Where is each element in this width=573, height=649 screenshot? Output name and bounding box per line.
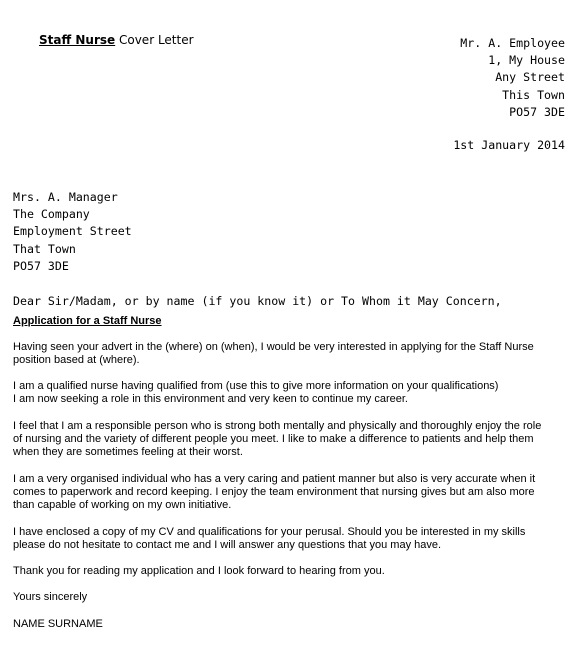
recipient-postcode: PO57 3DE	[13, 258, 69, 273]
recipient-town: That Town	[13, 241, 76, 256]
letter-date: 1st January 2014	[453, 138, 565, 152]
paragraph-line: I have enclosed a copy of my CV and qualifications for your perusal. Should you be interested in my skills	[13, 526, 526, 538]
paragraph-qualifications	[13, 380, 569, 406]
paragraph-line: I am now seeking a role in this environment and very keen to continue my career.	[13, 393, 408, 405]
signature-name: NAME SURNAME	[13, 618, 103, 630]
paragraph-thanks	[13, 565, 569, 578]
recipient-address	[13, 189, 132, 275]
document-title	[39, 33, 194, 48]
paragraph-line: when they are sometimes feeling at their worst.	[13, 446, 243, 458]
paragraph-line: Thank you for reading my application and I look forward to hearing from you.	[13, 565, 385, 577]
sender-address	[460, 35, 565, 121]
sender-town: This Town	[502, 87, 565, 102]
paragraph-line: position based at (where).	[13, 354, 140, 366]
sender-street: Any Street	[495, 70, 565, 85]
paragraph-line: I am a very organised individual who has a very caring and patient manner but also is very accurate when it	[13, 473, 536, 485]
document-title-rest: Cover Letter	[115, 33, 194, 47]
closing: Yours sincerely	[13, 591, 88, 603]
recipient-street: Employment Street	[13, 224, 132, 239]
sender-postcode: PO57 3DE	[509, 104, 565, 119]
sender-name: Mr. A. Employee	[460, 36, 565, 50]
paragraph-personality	[13, 420, 569, 459]
paragraph-enclosure	[13, 526, 569, 552]
document-title-role: Staff Nurse	[39, 33, 116, 47]
subject-line: Application for a Staff Nurse	[13, 315, 162, 327]
paragraph-line: I feel that I am a responsible person who is strong both mentally and physically and thoroughly enjoy the role	[13, 420, 542, 432]
paragraph-advert	[13, 341, 569, 367]
paragraph-line: comes to paperwork and record keeping. I enjoy the team environment that nursing gives but am also more	[13, 486, 535, 498]
paragraph-organisation	[13, 473, 569, 512]
paragraph-line: Having seen your advert in the (where) on (when), I would be very interested in applying for the Staff Nurse	[13, 341, 534, 353]
recipient-company: The Company	[13, 207, 90, 222]
paragraph-line: of nursing and the variety of different people you meet. I like to make a difference to patients and help them	[13, 433, 534, 445]
sender-house: 1, My House	[488, 53, 565, 68]
paragraph-line: I am a qualified nurse having qualified from (use this to give more information on your qualifications)	[13, 380, 499, 392]
paragraph-line: than capable of working on my own initiative.	[13, 499, 232, 511]
recipient-name: Mrs. A. Manager	[13, 190, 118, 204]
salutation: Dear Sir/Madam, or by name (if you know it) or To Whom it May Concern,	[13, 294, 502, 308]
paragraph-line: please do not hesitate to contact me and I will answer any questions that you may have.	[13, 539, 442, 551]
